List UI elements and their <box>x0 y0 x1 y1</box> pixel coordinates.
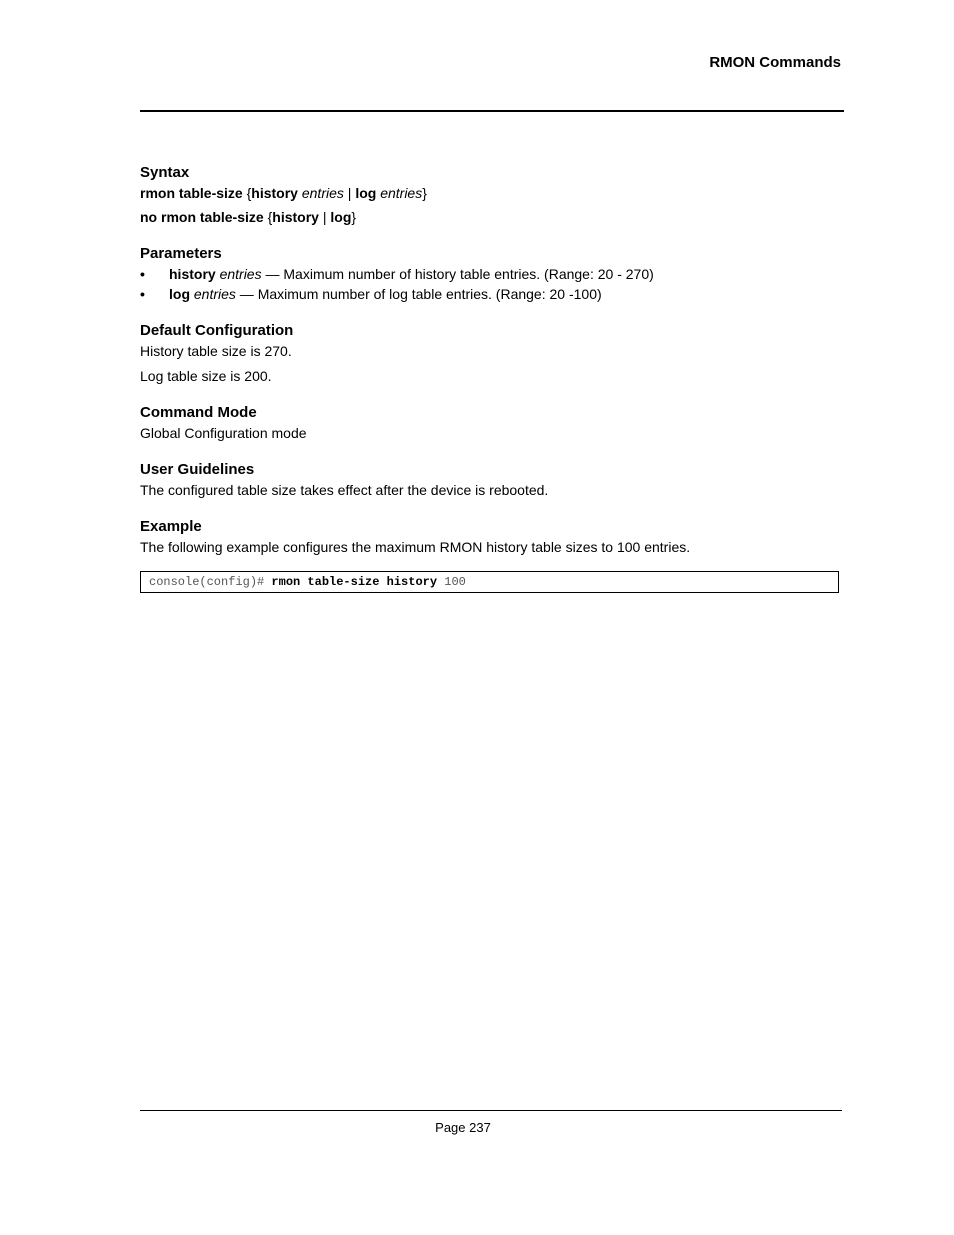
header-rule <box>140 110 844 112</box>
footer-rule <box>140 1110 842 1111</box>
syntax-heading: Syntax <box>140 164 190 181</box>
param-desc: — Maximum number of log table entries. (Range: 20 -100) <box>235 286 602 302</box>
syntax-keyword-log: log <box>355 185 377 201</box>
syntax-cmd: rmon table-size <box>140 185 243 201</box>
command-mode-text: Global Configuration mode <box>140 425 307 441</box>
syntax-keyword-history: history <box>251 185 298 201</box>
code-argument: 100 <box>437 575 466 589</box>
code-prompt: console(config)# <box>149 575 272 589</box>
default-config-line: Log table size is 200. <box>140 368 272 384</box>
syntax-separator: | <box>343 185 356 201</box>
param-desc: — Maximum number of history table entries. (Range: 20 - 270) <box>261 266 654 282</box>
syntax-keyword-history: history <box>272 209 319 225</box>
syntax-arg-entries: entries <box>297 185 344 201</box>
command-mode-heading: Command Mode <box>140 404 257 421</box>
syntax-brace-close: } <box>351 209 357 225</box>
syntax-arg-entries: entries <box>376 185 423 201</box>
list-item <box>140 284 844 304</box>
syntax-no-cmd: no rmon table-size <box>140 209 264 225</box>
param-arg: entries <box>190 286 236 302</box>
syntax-line-2 <box>140 207 844 227</box>
user-guidelines-heading: User Guidelines <box>140 461 255 478</box>
parameters-heading: Parameters <box>140 245 222 262</box>
syntax-brace-close: } <box>422 185 427 201</box>
syntax-separator: | <box>318 209 331 225</box>
main-content <box>140 163 844 593</box>
header-title: RMON Commands <box>709 54 841 71</box>
syntax-line-1 <box>140 183 844 203</box>
param-keyword: log <box>169 286 190 302</box>
bullet-icon: • <box>140 266 145 282</box>
default-config-heading: Default Configuration <box>140 322 294 339</box>
page-number: Page 237 <box>435 1120 491 1135</box>
syntax-brace-open: { <box>242 185 252 201</box>
code-command: rmon table-size history <box>271 575 438 589</box>
param-arg: entries <box>215 266 262 282</box>
syntax-brace-open: { <box>263 209 273 225</box>
default-config-line: History table size is 270. <box>140 343 292 359</box>
list-item <box>140 264 844 284</box>
user-guidelines-text: The configured table size takes effect after the device is rebooted. <box>140 482 549 498</box>
example-heading: Example <box>140 518 202 535</box>
syntax-keyword-log: log <box>330 209 352 225</box>
bullet-icon: • <box>140 286 145 302</box>
parameters-list <box>140 264 844 304</box>
code-example <box>140 571 839 593</box>
example-text: The following example configures the maximum RMON history table sizes to 100 entries. <box>140 539 691 555</box>
param-keyword: history <box>169 266 216 282</box>
